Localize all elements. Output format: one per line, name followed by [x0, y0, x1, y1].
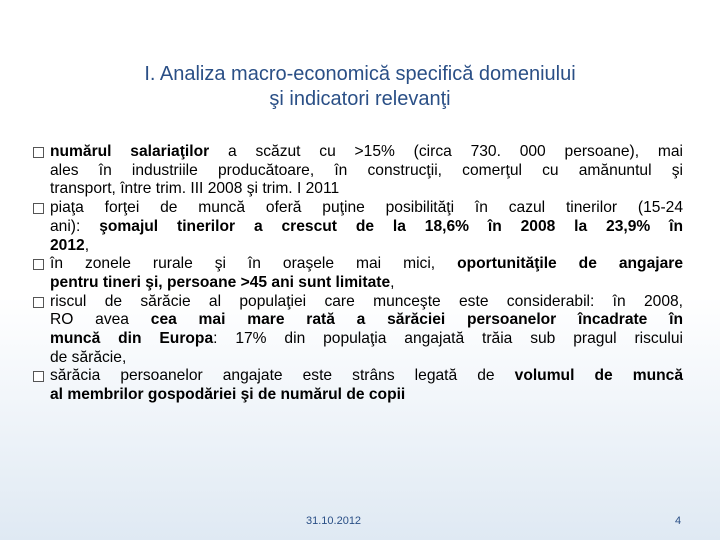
bullet-line: de sărăcie, [50, 348, 127, 366]
text: , [84, 236, 90, 254]
bullet-box-icon [33, 203, 44, 214]
text: în zonele rurale şi în oraşele mai mici, [50, 255, 458, 273]
bullet-box-icon [33, 147, 44, 158]
bullet-list [33, 143, 683, 405]
bullet-item [33, 293, 683, 368]
bold-text: muncă din Europa [50, 330, 214, 348]
bullet-line [50, 330, 683, 349]
text: , [390, 273, 395, 291]
bullet-line [50, 218, 683, 237]
bullet-item [33, 367, 683, 404]
bullet-box-icon [33, 259, 44, 270]
bold-text: pentru tineri şi, persoane >45 ani sunt limitate [50, 273, 391, 291]
bullet-line: piaţa forţei de muncă oferă puţine posibilităţi în cazul tinerilor (15-24 [50, 199, 683, 217]
text: a scăzut cu >15% (circa 730. 000 persoane), mai [209, 143, 683, 160]
bullet-box-icon [33, 297, 44, 308]
bold-text: 2012 [50, 236, 85, 254]
bold-text: şomajul tinerilor a crescut de la 18,6% în 2008 la 23,9% în [99, 217, 684, 235]
text: sărăcia persoanelor angajate este strâns legată de [50, 367, 515, 385]
title-line-1: I. Analiza macro-economică specifică domeniului [144, 63, 576, 85]
bullet-item [33, 199, 683, 255]
bullet-box-icon [33, 371, 44, 382]
text: RO avea [50, 311, 151, 329]
bullet-line [50, 143, 683, 162]
bold-text: oportunităţile de angajare [457, 255, 683, 273]
bullet-line [50, 311, 683, 330]
bullet-line: transport, între trim. III 2008 şi trim. I 2011 [50, 180, 340, 198]
bullet-line: ales în industriile producătoare, în construcţii, comerţul cu amănuntul şi [50, 161, 683, 179]
slide-title [0, 62, 720, 112]
bullet-line [50, 367, 683, 386]
bullet-line: riscul de sărăcie al populaţiei care munceşte este considerabil: în 2008, [50, 292, 683, 310]
bullet-line [50, 237, 683, 256]
footer-date: 31.10.2012 [306, 515, 362, 527]
bold-text: al membrilor gospodăriei şi de numărul de copii [50, 386, 406, 404]
text: ani): [50, 217, 100, 235]
bullet-item [33, 143, 683, 199]
bullet-item [33, 255, 683, 292]
text: : 17% din populaţia angajată trăia sub pragul riscului [213, 330, 683, 348]
bold-text: volumul de muncă [514, 367, 683, 385]
bullet-line [50, 255, 683, 274]
bullet-line [50, 274, 683, 293]
bullet-line [50, 386, 683, 405]
page-number: 4 [675, 515, 682, 527]
title-line-2: şi indicatori relevanţi [269, 88, 451, 110]
bold-text: numărul salariaţilor [50, 143, 210, 160]
bold-text: cea mai mare rată a sărăciei persoanelor încadrate în [150, 311, 683, 329]
